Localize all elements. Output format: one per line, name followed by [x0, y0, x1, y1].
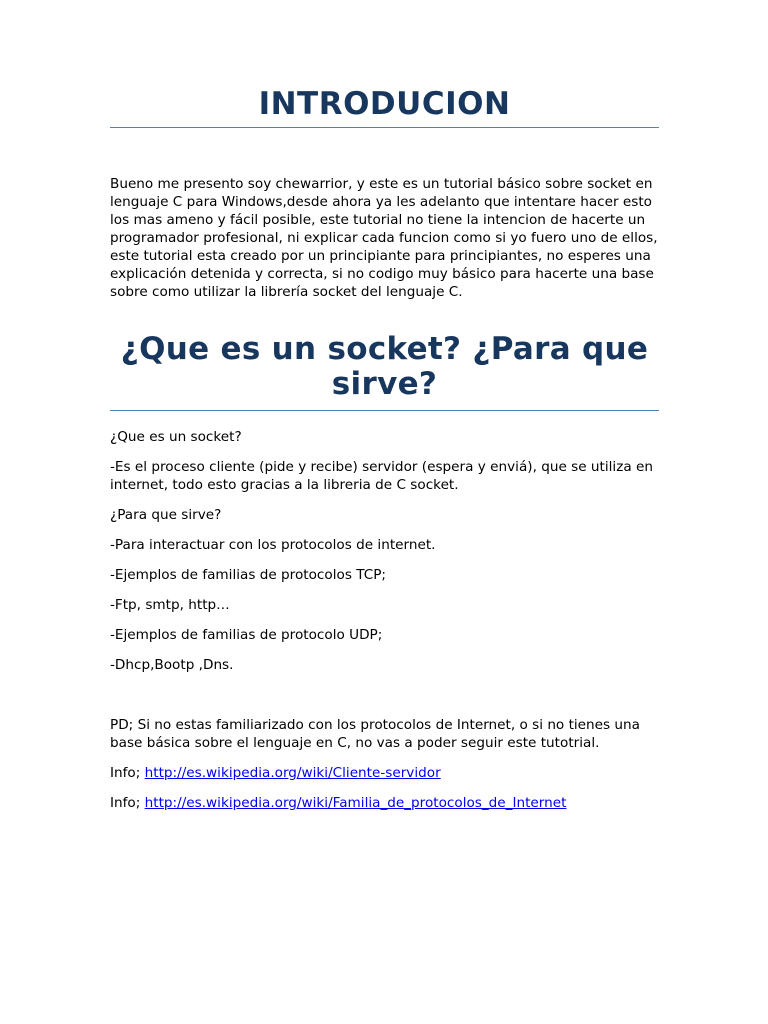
heading-underline [110, 410, 659, 411]
udp-label: -Ejemplos de familias de protocolo UDP; [110, 627, 383, 643]
link-cliente-servidor[interactable]: http://es.wikipedia.org/wiki/Cliente-servidor [144, 765, 441, 781]
heading-underline [110, 127, 659, 128]
answer-what-for: -Para interactuar con los protocolos de internet. [110, 537, 436, 553]
intro-paragraph: Bueno me presento soy chewarrior, y este es un tutorial básico sobre socket en lenguaje C para Windows,desde ahora ya les adelanto que intentare hacer esto los mas ameno y fácil posible, este tutorial no tiene la intencion de hacerte un programador profesional, ni explicar cada funcion como si yo fuero uno de ellos, este tutorial esta creado por un principiante para principiantes, no esperes una explicación detenida y correcta, si no codigo muy básico para hacerte una base sobre como utilizar la librería socket del lenguaje C. [110, 176, 658, 300]
heading-que-es-socket: ¿Que es un socket? ¿Para que sirve? [120, 331, 649, 402]
link-familia-protocolos[interactable]: http://es.wikipedia.org/wiki/Familia_de_protocolos_de_Internet [144, 795, 567, 811]
answer-what-is-socket: -Es el proceso cliente (pide y recibe) servidor (espera y enviá), que se utiliza en internet, todo esto gracias a la libreria de C socket. [110, 459, 653, 493]
info-line-1 [110, 764, 659, 782]
info-prefix: Info; [110, 795, 145, 811]
socket-section [110, 428, 659, 812]
tcp-label: -Ejemplos de familias de protocolos TCP; [110, 567, 386, 583]
tcp-list: -Ftp, smtp, http… [110, 597, 230, 613]
question-what-is-socket: ¿Que es un socket? [110, 429, 242, 445]
info-prefix: Info; [110, 765, 145, 781]
pd-note: PD; Si no estas familiarizado con los protocolos de Internet, o si no tienes una base básica sobre el lenguaje en C, no vas a poder seguir este tutotrial. [110, 717, 640, 751]
heading-introducion: INTRODUCION [258, 86, 511, 122]
question-what-for: ¿Para que sirve? [110, 507, 222, 523]
udp-list: -Dhcp,Bootp ,Dns. [110, 657, 234, 673]
info-line-2 [110, 794, 659, 812]
